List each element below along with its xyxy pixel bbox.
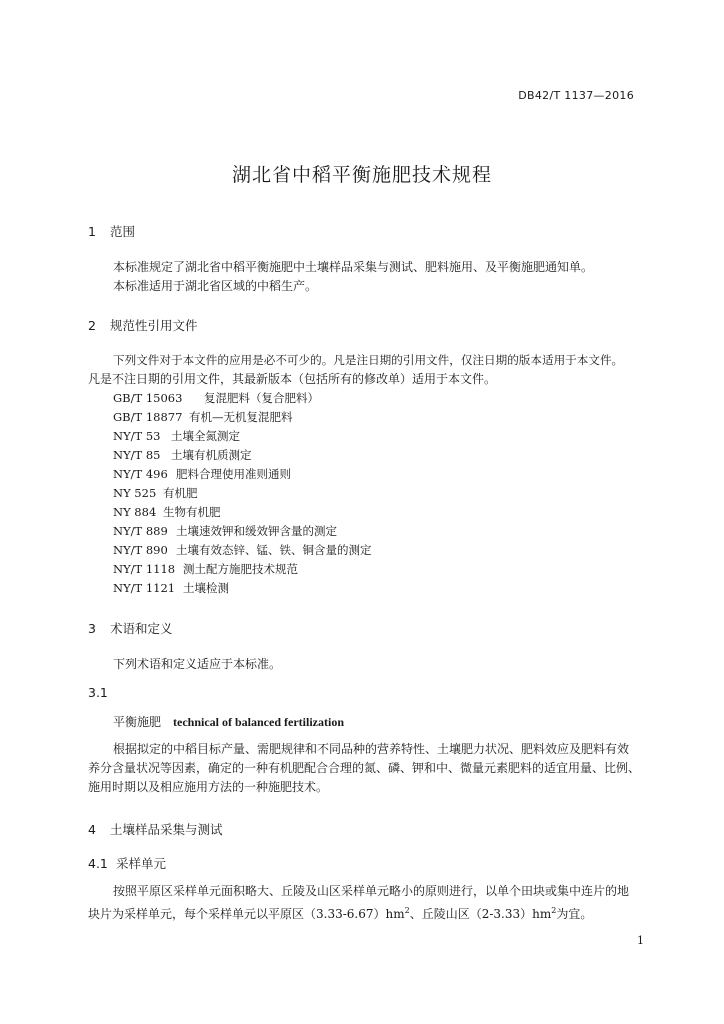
paragraph-line: 养分含量状况等因素，确定的一种有机肥配合合理的氮、磷、钾和中、微量元素肥料的适宜用量、比例、 (88, 761, 641, 775)
reference-code: GB/T 15063 (113, 391, 183, 405)
text-run: 、丘陵山区（2-3.33）hm (409, 907, 552, 921)
reference-code: NY/T 496 (113, 467, 168, 481)
reference-name: 有机—无机复混肥料 (189, 410, 293, 424)
reference-name: 土壤有机质测定 (171, 448, 252, 462)
page-number: 1 (637, 934, 644, 947)
reference-code: NY/T 1121 (113, 581, 176, 595)
section-title: 规范性引用文件 (109, 318, 198, 333)
reference-name: 土壤有效态锌、锰、铁、铜含量的测定 (176, 543, 372, 557)
reference-code: NY/T 85 (113, 448, 161, 462)
term-entry (113, 713, 344, 730)
reference-item (113, 466, 291, 482)
section-1-body (88, 258, 713, 296)
reference-name: 复混肥料（复合肥料） (204, 391, 319, 405)
reference-code: GB/T 18877 (113, 410, 183, 424)
subsection-number: 4.1 (88, 856, 108, 871)
section-4-1-body (88, 882, 688, 924)
page-title: 湖北省中稻平衡施肥技术规程 (231, 164, 492, 186)
text-run: 为宜。 (556, 907, 593, 921)
subsection-title: 采样单元 (115, 856, 166, 871)
section-4-heading (88, 820, 223, 838)
reference-item (113, 485, 198, 501)
section-2-heading (88, 316, 198, 334)
reference-name: 生物有机肥 (163, 505, 221, 519)
reference-name: 土壤检测 (183, 581, 229, 595)
reference-name: 土壤速效钾和缓效钾含量的测定 (176, 524, 337, 538)
reference-item (113, 523, 337, 539)
section-title: 土壤样品采集与测试 (109, 822, 223, 837)
reference-item (113, 409, 293, 425)
reference-code: NY/T 1118 (113, 562, 176, 576)
reference-code: NY/T 889 (113, 524, 168, 538)
reference-item (113, 542, 372, 558)
section-1-heading (88, 222, 135, 240)
reference-item (113, 504, 221, 520)
paragraph-line: 施用时期以及相应施用方法的一种施肥技术。 (88, 780, 329, 794)
paragraph-line (88, 901, 688, 924)
term-english: technical of balanced fertilization (173, 715, 344, 729)
paragraph-line: 下列术语和定义适应于本标准。 (113, 657, 282, 671)
paragraph-line: 本标准适用于湖北省区域的中稻生产。 (113, 279, 318, 293)
section-2-intro (88, 351, 698, 389)
reference-code: NY 525 (113, 486, 157, 500)
section-number: 2 (88, 318, 96, 333)
paragraph-line: 本标准规定了湖北省中稻平衡施肥中土壤样品采集与测试、肥料施用、及平衡施肥通知单。 (113, 260, 594, 274)
reference-name: 土壤全氮测定 (171, 429, 240, 443)
reference-code: NY/T 890 (113, 543, 168, 557)
section-number: 1 (88, 224, 96, 239)
subsection-number: 3.1 (88, 685, 108, 700)
reference-code: NY/T 53 (113, 429, 161, 443)
reference-name: 肥料合理使用准则通则 (176, 467, 291, 481)
reference-item (113, 447, 252, 463)
reference-item (113, 561, 298, 577)
paragraph-line: 按照平原区采样单元面积略大、丘陵及山区采样单元略小的原则进行，以单个田块或集中连片的地 (113, 884, 630, 898)
subsection-4-1-heading (88, 854, 166, 872)
reference-name: 有机肥 (163, 486, 198, 500)
section-number: 3 (88, 621, 96, 636)
reference-name: 测土配方施肥技术规范 (183, 562, 298, 576)
reference-item (113, 580, 229, 596)
paragraph-line: 凡是不注日期的引用文件，其最新版本（包括所有的修改单）适用于本文件。 (88, 372, 497, 386)
superscript: 2 (551, 906, 557, 915)
superscript: 2 (404, 906, 410, 915)
reference-code: NY 884 (113, 505, 157, 519)
subsection-3-1-heading (88, 685, 108, 700)
section-3-intro (88, 655, 713, 674)
section-title: 范围 (109, 224, 135, 239)
text-run: 块片为采样单元，每个采样单元以平原区（3.33-6.67）hm (88, 907, 405, 921)
standard-code: DB42/T 1137—2016 (518, 89, 634, 102)
paragraph-line: 根据拟定的中稻目标产量、需肥规律和不同品种的营养特性、土壤肥力状况、肥料效应及肥料有效 (113, 742, 630, 756)
section-number: 4 (88, 822, 96, 837)
term-definition (88, 740, 688, 797)
term-chinese: 平衡施肥 (113, 715, 162, 729)
reference-item (113, 428, 240, 444)
section-title: 术语和定义 (109, 621, 173, 636)
section-3-heading (88, 619, 173, 637)
paragraph-line: 下列文件对于本文件的应用是必不可少的。凡是注日期的引用文件，仅注日期的版本适用于本文件。 (113, 353, 624, 367)
reference-item (113, 390, 319, 406)
